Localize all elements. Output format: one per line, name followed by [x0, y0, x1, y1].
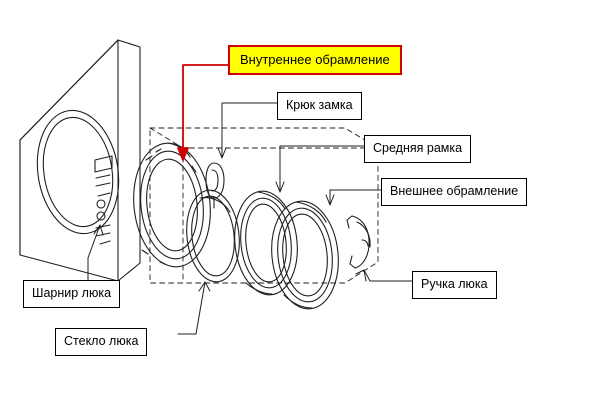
- label-lock-hook[interactable]: Крюк замка: [277, 92, 362, 120]
- inner-frame-part: [128, 139, 217, 270]
- label-middle-frame[interactable]: Средняя рамка: [364, 135, 471, 163]
- door-handle-part: [347, 216, 370, 268]
- middle-frame-part: [230, 188, 303, 298]
- label-outer-frame[interactable]: Внешнее обрамление: [381, 178, 527, 206]
- label-door-hinge[interactable]: Шарнир люка: [23, 280, 120, 308]
- door-panel-part: [20, 40, 140, 281]
- label-door-handle[interactable]: Ручка люка: [412, 271, 497, 299]
- highlight-leader-line: [178, 65, 228, 160]
- label-door-glass[interactable]: Стекло люка: [55, 328, 147, 356]
- label-inner-frame[interactable]: Внутреннее обрамление: [228, 45, 402, 75]
